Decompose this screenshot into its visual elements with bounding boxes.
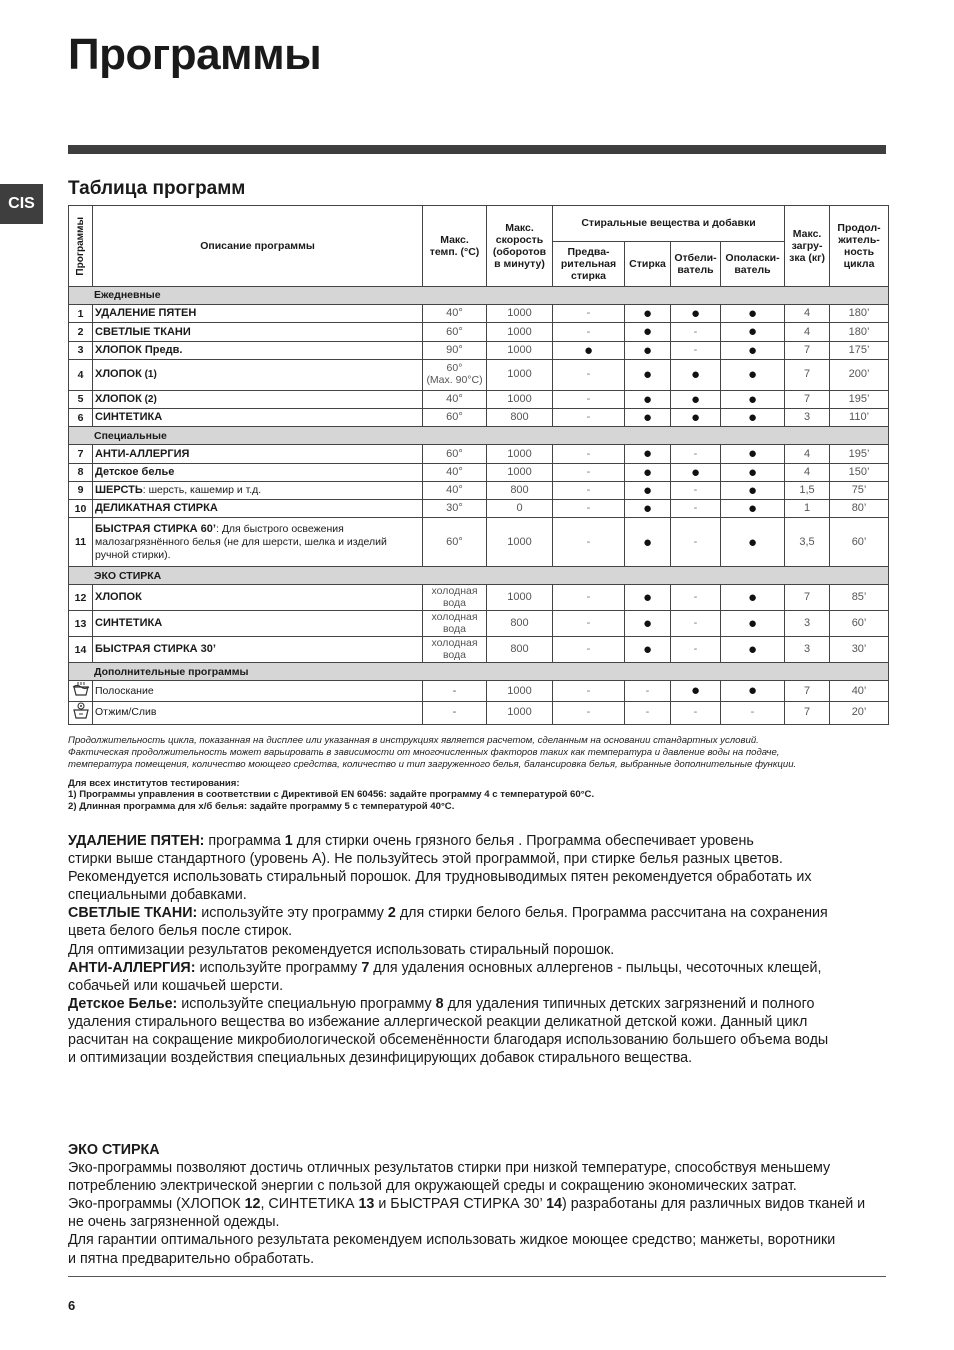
desc-line: стирки выше стандартного (уровень А). Не пользуйтесь этой программой, при стирке белья разных цветов.	[68, 851, 783, 868]
rinse-mark: ●	[721, 390, 785, 408]
eco-line: Эко-программы позволяют достичь отличных результатов стирки при низкой температуре, способствуя меньшему	[68, 1160, 831, 1177]
bleach-mark: ●	[671, 390, 721, 408]
prewash-mark: -	[553, 445, 625, 463]
max-temp: 60°	[423, 323, 487, 341]
desc-line: собачьей или кошачьей шерсти.	[68, 977, 284, 994]
program-number: 3	[69, 341, 93, 359]
header-max-temp: Макс. темп. (°С)	[423, 206, 487, 287]
prewash-mark: -	[553, 611, 625, 637]
program-number: 7	[69, 445, 93, 463]
max-load: 7	[785, 681, 830, 702]
rinse-mark: ●	[721, 585, 785, 611]
max-temp: 60°	[423, 518, 487, 567]
cycle-duration: 60’	[830, 611, 889, 637]
wash-mark: ●	[625, 323, 671, 341]
wash-mark: ●	[625, 518, 671, 567]
max-temp: 60°	[423, 409, 487, 427]
max-load: 3,5	[785, 518, 830, 567]
max-load: 7	[785, 585, 830, 611]
table-row	[69, 323, 889, 341]
cycle-duration: 150’	[830, 463, 889, 481]
section-header	[69, 663, 889, 681]
wash-mark: ●	[625, 481, 671, 499]
cycle-duration: 180’	[830, 323, 889, 341]
max-speed: 1000	[487, 390, 553, 408]
prewash-mark: -	[553, 323, 625, 341]
bleach-mark: -	[671, 701, 721, 724]
table-row	[69, 409, 889, 427]
table-row	[69, 681, 889, 702]
footer-divider	[68, 1276, 886, 1277]
cycle-duration: 60’	[830, 518, 889, 567]
cycle-duration: 30’	[830, 637, 889, 663]
testing-line: 1) Программы управления в соответствии с Директивой EN 60456: задайте программу 4 с температурой 60°C.	[68, 789, 595, 801]
header-prewash: Предва-рительная стирка	[553, 242, 625, 287]
desc-line: расчитан на сокращение микробиологической обсеменённости благодаря использованию большего объема воды	[68, 1032, 829, 1049]
bleach-mark: -	[671, 323, 721, 341]
bleach-mark: ●	[671, 463, 721, 481]
table-row	[69, 359, 889, 390]
prewash-mark: -	[553, 500, 625, 518]
max-temp: 60°	[423, 445, 487, 463]
section-title: Дополнительные программы	[69, 663, 889, 681]
table-row	[69, 518, 889, 567]
prewash-mark: ●	[553, 341, 625, 359]
rinse-mark: ●	[721, 481, 785, 499]
max-speed: 800	[487, 611, 553, 637]
wash-mark: ●	[625, 611, 671, 637]
table-row	[69, 305, 889, 323]
page-number: 6	[68, 1298, 76, 1313]
max-speed: 1000	[487, 518, 553, 567]
cycle-duration: 195’	[830, 390, 889, 408]
table-row	[69, 463, 889, 481]
wash-mark: ●	[625, 409, 671, 427]
program-name: БЫСТРАЯ СТИРКА 60’: Для быстрого освежения малозагрязнённого белья (не для шерсти, шелка и изделий ручной стирки).	[93, 518, 423, 567]
desc-line: удаления стирального вещества во избежание аллергической реакции деликатной детской кожи. Данный цикл	[68, 1013, 808, 1030]
max-load: 7	[785, 341, 830, 359]
max-speed: 1000	[487, 463, 553, 481]
max-speed: 1000	[487, 585, 553, 611]
program-number: 2	[69, 323, 93, 341]
cycle-duration: 85’	[830, 585, 889, 611]
program-name: СВЕТЛЫЕ ТКАНИ	[93, 323, 423, 341]
desc-line: цвета белого белья после стирок.	[68, 923, 293, 940]
program-name: ХЛОПОК (1)	[93, 359, 423, 390]
program-number: 10	[69, 500, 93, 518]
cycle-duration: 195’	[830, 445, 889, 463]
testing-line: 2) Длинная программа для х/б белья: задайте программу 5 с температурой 40°C.	[68, 800, 455, 812]
wash-mark: ●	[625, 463, 671, 481]
max-speed: 1000	[487, 681, 553, 702]
program-number: 6	[69, 409, 93, 427]
note-line: температура помещения, количество моющего средства, количество и тип загруженного белья, балансировка белья, выбранные дополнительные функции.	[68, 758, 797, 770]
wash-mark: -	[625, 701, 671, 724]
table-row	[69, 500, 889, 518]
program-name: АНТИ-АЛЛЕРГИЯ	[93, 445, 423, 463]
program-name: УДАЛЕНИЕ ПЯТЕН	[93, 305, 423, 323]
prewash-mark: -	[553, 409, 625, 427]
rinse-mark: ●	[721, 681, 785, 702]
max-speed: 1000	[487, 359, 553, 390]
bleach-mark: -	[671, 518, 721, 567]
wash-mark: ●	[625, 637, 671, 663]
desc-allergy: АНТИ-АЛЛЕРГИЯ: используйте программу 7 для удаления основных аллергенов - пыльцы, чесоточных клещей,	[68, 959, 822, 976]
note-line: Фактическая продолжительность может варьировать в зависимости от многочисленных факторов таких как температура и давление воды на подаче,	[68, 746, 780, 758]
max-load: 4	[785, 323, 830, 341]
max-load: 7	[785, 359, 830, 390]
cycle-duration: 40’	[830, 681, 889, 702]
section-header	[69, 567, 889, 585]
header-bleach: Отбели-ватель	[671, 242, 721, 287]
program-number: 5	[69, 390, 93, 408]
max-speed: 1000	[487, 445, 553, 463]
rinse-mark: ●	[721, 305, 785, 323]
testing-notes	[68, 778, 888, 812]
section-title: Ежедневные	[69, 287, 889, 305]
max-speed: 800	[487, 409, 553, 427]
title-divider	[68, 145, 886, 154]
max-load: 4	[785, 463, 830, 481]
eco-line: не очень загрязненной одежды.	[68, 1214, 280, 1231]
language-tab: CIS	[0, 184, 43, 224]
wash-mark: -	[625, 681, 671, 702]
eco-line: Эко-программы (ХЛОПОК 12, СИНТЕТИКА 13 и БЫСТРАЯ СТИРКА 30’ 14) разработаны для различных видов тканей и	[68, 1196, 866, 1213]
cycle-duration: 20’	[830, 701, 889, 724]
max-load: 3	[785, 611, 830, 637]
wash-mark: ●	[625, 359, 671, 390]
eco-section	[68, 1141, 890, 1268]
header-duration: Продол-житель-ность цикла	[830, 206, 889, 287]
cycle-duration: 180’	[830, 305, 889, 323]
bleach-mark: -	[671, 500, 721, 518]
eco-line: и пятна предварительно обработать.	[68, 1250, 315, 1267]
max-load: 7	[785, 390, 830, 408]
table-row	[69, 341, 889, 359]
max-load: 1	[785, 500, 830, 518]
prewash-mark: -	[553, 481, 625, 499]
max-temp: холодная вода	[423, 585, 487, 611]
max-speed: 1000	[487, 701, 553, 724]
section-title: Специальные	[69, 427, 889, 445]
max-speed: 1000	[487, 323, 553, 341]
rinse-mark: ●	[721, 445, 785, 463]
bleach-mark: -	[671, 481, 721, 499]
program-name: БЫСТРАЯ СТИРКА 30’	[93, 637, 423, 663]
program-descriptions	[68, 832, 890, 1067]
max-load: 4	[785, 305, 830, 323]
wash-mark: ●	[625, 390, 671, 408]
bleach-mark: ●	[671, 305, 721, 323]
prewash-mark: -	[553, 518, 625, 567]
bleach-mark: -	[671, 611, 721, 637]
header-programs: Программы	[69, 206, 93, 287]
cycle-duration: 110’	[830, 409, 889, 427]
max-speed: 1000	[487, 341, 553, 359]
desc-line: специальными добавками.	[68, 887, 247, 904]
max-temp: 60° (Max. 90°C)	[423, 359, 487, 390]
rinse-mark: ●	[721, 518, 785, 567]
program-number: 14	[69, 637, 93, 663]
wash-mark: ●	[625, 305, 671, 323]
max-temp: 40°	[423, 305, 487, 323]
max-temp: 90°	[423, 341, 487, 359]
rinse-mark: ●	[721, 341, 785, 359]
wash-mark: ●	[625, 500, 671, 518]
max-temp: 30°	[423, 500, 487, 518]
section-header	[69, 287, 889, 305]
page-title: Программы	[68, 30, 322, 79]
program-name: ДЕЛИКАТНАЯ СТИРКА	[93, 500, 423, 518]
max-temp: 40°	[423, 463, 487, 481]
prewash-mark: -	[553, 359, 625, 390]
wash-mark: ●	[625, 445, 671, 463]
header-wash: Стирка	[625, 242, 671, 287]
program-name: СИНТЕТИКА	[93, 409, 423, 427]
cycle-duration: 200’	[830, 359, 889, 390]
program-number: 12	[69, 585, 93, 611]
desc-line: Рекомендуется использовать стиральный порошок. Для трудновыводимых пятен рекомендуется обработать их	[68, 869, 812, 886]
program-name: СИНТЕТИКА	[93, 611, 423, 637]
prewash-mark: -	[553, 681, 625, 702]
program-number: 8	[69, 463, 93, 481]
program-name: Детское белье	[93, 463, 423, 481]
header-max-speed: Макс. скорость (оборотов в минуту)	[487, 206, 553, 287]
max-temp: -	[423, 681, 487, 702]
eco-title: ЭКО СТИРКА	[68, 1142, 160, 1158]
wash-mark: ●	[625, 341, 671, 359]
duration-notes	[68, 735, 888, 771]
table-row	[69, 611, 889, 637]
max-load: 1,5	[785, 481, 830, 499]
desc-light: СВЕТЛЫЕ ТКАНИ: используйте эту программу 2 для стирки белого белья. Программа рассчитана на сохранения	[68, 905, 828, 922]
bleach-mark: -	[671, 445, 721, 463]
testing-title: Для всех институтов тестирования:	[68, 778, 240, 789]
program-name: ХЛОПОК	[93, 585, 423, 611]
desc-line: Для оптимизации результатов рекомендуется использовать стиральный порошок.	[68, 941, 615, 958]
bleach-mark: ●	[671, 409, 721, 427]
bleach-mark: ●	[671, 681, 721, 702]
rinse-mark: ●	[721, 637, 785, 663]
bleach-mark: -	[671, 341, 721, 359]
prewash-mark: -	[553, 463, 625, 481]
cycle-duration: 80’	[830, 500, 889, 518]
program-name: Отжим/Слив	[93, 701, 423, 724]
max-load: 4	[785, 445, 830, 463]
header-rinse-aid: Ополаски-ватель	[721, 242, 785, 287]
bleach-mark: -	[671, 585, 721, 611]
max-temp: -	[423, 701, 487, 724]
note-line: Продолжительность цикла, показанная на дисплее или указанная в инструкциях является расчетом, сделанным на основании стандартных условий.	[68, 735, 759, 746]
rinse-mark: ●	[721, 409, 785, 427]
wash-mark: ●	[625, 585, 671, 611]
table-body	[69, 287, 889, 725]
max-speed: 800	[487, 481, 553, 499]
program-name: Полоскание	[93, 681, 423, 702]
max-temp: холодная вода	[423, 637, 487, 663]
desc-baby: Детское Белье: используйте специальную программу 8 для удаления типичных детских загрязнений и полного	[68, 995, 815, 1012]
max-speed: 1000	[487, 305, 553, 323]
prewash-mark: -	[553, 305, 625, 323]
rinse-mark: ●	[721, 611, 785, 637]
program-number: 11	[69, 518, 93, 567]
header-max-load: Макс. загру-зка (кг)	[785, 206, 830, 287]
spin-drain-icon	[69, 701, 93, 724]
rinse-mark: ●	[721, 359, 785, 390]
max-speed: 800	[487, 637, 553, 663]
prewash-mark: -	[553, 637, 625, 663]
rinse-mark: -	[721, 701, 785, 724]
bleach-mark: -	[671, 637, 721, 663]
programs-table	[68, 205, 889, 725]
desc-stain: УДАЛЕНИЕ ПЯТЕН: программа 1 для стирки очень грязного белья . Программа обеспечивает уровень	[68, 833, 754, 849]
program-number: 1	[69, 305, 93, 323]
table-row	[69, 445, 889, 463]
max-load: 3	[785, 409, 830, 427]
table-row	[69, 481, 889, 499]
table-row	[69, 637, 889, 663]
eco-line: потреблению электрической энергии с пользой для окружающей среды и сокращению экономических затрат.	[68, 1178, 797, 1195]
section-title: ЭКО СТИРКА	[69, 567, 889, 585]
program-number: 4	[69, 359, 93, 390]
program-name: ШЕРСТЬ: шерсть, кашемир и т.д.	[93, 481, 423, 499]
bleach-mark: ●	[671, 359, 721, 390]
rinse-mark: ●	[721, 500, 785, 518]
rinse-mark: ●	[721, 323, 785, 341]
max-temp: холодная вода	[423, 611, 487, 637]
max-load: 7	[785, 701, 830, 724]
table-row	[69, 701, 889, 724]
program-name: ХЛОПОК Предв.	[93, 341, 423, 359]
header-description: Описание программы	[93, 206, 423, 287]
program-number: 9	[69, 481, 93, 499]
cycle-duration: 175’	[830, 341, 889, 359]
cycle-duration: 75’	[830, 481, 889, 499]
desc-line: и оптимизации воздействия специальных дезинфицирующих добавок стирального вещества.	[68, 1050, 693, 1067]
rinse-mark: ●	[721, 463, 785, 481]
rinse-icon	[69, 681, 93, 702]
prewash-mark: -	[553, 585, 625, 611]
prewash-mark: -	[553, 701, 625, 724]
program-name: ХЛОПОК (2)	[93, 390, 423, 408]
max-temp: 40°	[423, 390, 487, 408]
program-number: 13	[69, 611, 93, 637]
table-row	[69, 390, 889, 408]
section-header	[69, 427, 889, 445]
max-speed: 0	[487, 500, 553, 518]
table-row	[69, 585, 889, 611]
max-load: 3	[785, 637, 830, 663]
max-temp: 40°	[423, 481, 487, 499]
header-detergents-group: Стиральные вещества и добавки	[553, 206, 785, 242]
eco-line: Для гарантии оптимального результата рекомендуем использовать жидкое моющее средство; манжеты, воротники	[68, 1232, 836, 1249]
prewash-mark: -	[553, 390, 625, 408]
table-subtitle: Таблица программ	[68, 178, 246, 199]
